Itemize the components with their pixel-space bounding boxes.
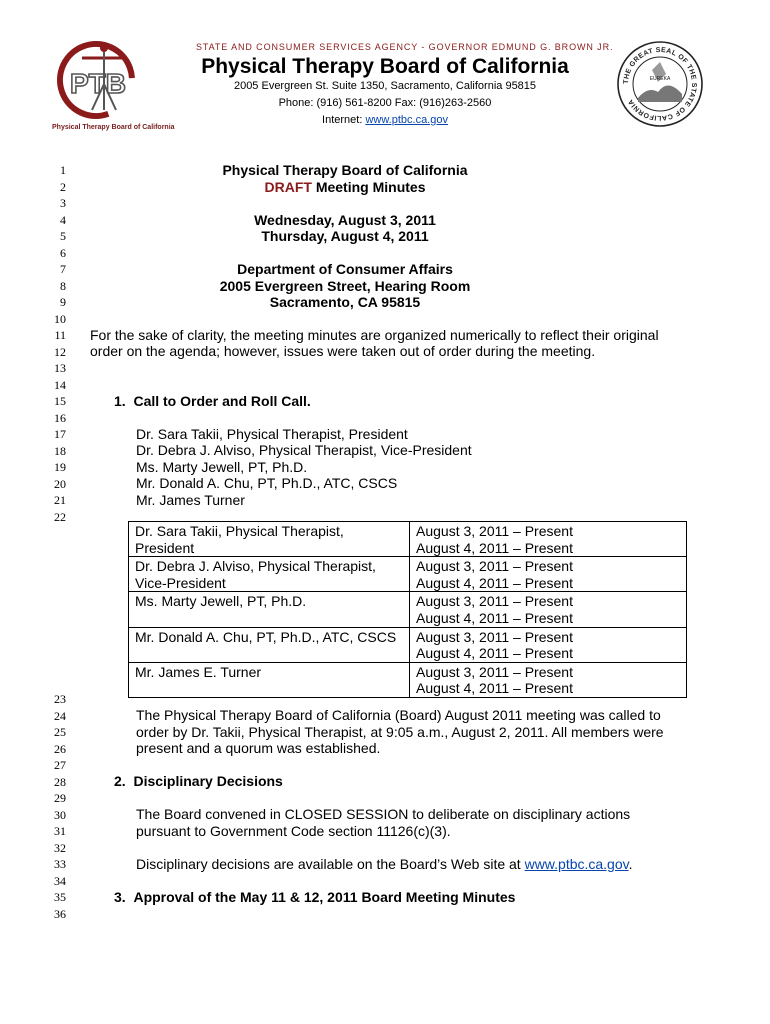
attendance-day: August 3, 2011 – Present (416, 663, 573, 680)
line-number: 34 (54, 873, 66, 888)
attendance-day: August 4, 2011 – Present (416, 609, 573, 626)
section-1-para-line: present and a quorum was established. (136, 740, 381, 756)
line-number: 26 (54, 741, 66, 756)
seal-motto: EUREKA (649, 76, 671, 82)
location-line-1: Department of Consumer Affairs (237, 261, 453, 277)
table-row (129, 592, 687, 627)
logo-letters: PTB (70, 68, 126, 99)
web-suffix: . (628, 855, 633, 872)
member-name-cell (129, 557, 410, 592)
line-number: 25 (54, 725, 66, 739)
member-list-item: Dr. Sara Takii, Physical Therapist, President (136, 425, 408, 442)
attendance-cell (410, 627, 687, 662)
line-number: 30 (54, 807, 66, 822)
member-name: Dr. Sara Takii, Physical Therapist, (135, 523, 344, 539)
internet-label: Internet: (322, 114, 366, 126)
doc-title: Physical Therapy Board of California (222, 162, 468, 178)
web-prefix: Disciplinary decisions are available on the Board’s Web site at (136, 855, 525, 872)
board-name: Physical Therapy Board of California (201, 55, 569, 78)
attendance-day: August 3, 2011 – Present (416, 593, 573, 610)
line-number: 35 (54, 890, 66, 904)
doc-subtitle (120, 179, 570, 195)
line-number: 1 (60, 163, 66, 177)
member-list-item: Mr. Donald A. Chu, PT, Ph.D., ATC, CSCS (136, 475, 398, 491)
draft-label: DRAFT (264, 178, 312, 195)
line-number: 7 (60, 262, 66, 276)
agency-line: STATE AND CONSUMER SERVICES AGENCY - GOVERNOR EDMUND G. BROWN JR. (196, 42, 614, 52)
attendance-day: August 3, 2011 – Present (416, 558, 573, 575)
line-number: 23 (54, 692, 66, 706)
section-2-heading: 2. Disciplinary Decisions (114, 773, 283, 789)
attendance-table (128, 521, 687, 698)
location-line-3: Sacramento, CA 95815 (269, 294, 421, 310)
line-number: 14 (54, 377, 66, 392)
attendance-day: August 4, 2011 – Present (416, 680, 573, 697)
line-number: 31 (54, 824, 66, 838)
member-list-item: Mr. James Turner (136, 491, 245, 508)
attendance-cell (410, 522, 687, 557)
meeting-date-1: Wednesday, August 3, 2011 (254, 211, 436, 228)
attendance-cell (410, 662, 687, 697)
location-line-2: 2005 Evergreen Street, Hearing Room (219, 277, 471, 294)
section-2-para-line: pursuant to Government Code section 11126(c)(3). (136, 822, 451, 839)
attendance-day: August 3, 2011 – Present (416, 628, 573, 645)
section-1-para-line: order by Dr. Takii, Physical Therapist, at 9:05 a.m., August 2, 2011. All members were (136, 723, 664, 740)
section-1-para-line: The Physical Therapy Board of California (Board) August 2011 meeting was called to (136, 707, 661, 723)
line-number: 24 (54, 708, 66, 723)
line-number: 4 (60, 212, 66, 227)
line-number: 28 (54, 774, 66, 789)
line-number: 3 (60, 196, 66, 210)
member-name-cell (129, 522, 410, 557)
member-name-cell (129, 627, 410, 662)
website-link[interactable]: www.ptbc.ca.gov (365, 114, 448, 126)
member-list-item: Ms. Marty Jewell, PT, Ph.D. (136, 458, 308, 475)
member-name-cell (129, 662, 410, 697)
line-number: 9 (60, 295, 66, 309)
member-name: Ms. Marty Jewell, PT, Ph.D. (135, 593, 307, 610)
section-3-heading: 3. Approval of the May 11 & 12, 2011 Board Meeting Minutes (114, 888, 516, 905)
doc-subtitle-rest: Meeting Minutes (311, 178, 426, 195)
line-number: 20 (54, 476, 66, 491)
california-seal (614, 40, 706, 133)
attendance-cell (410, 592, 687, 627)
line-number: 36 (54, 906, 66, 921)
table-row (129, 557, 687, 592)
attendance-day: August 4, 2011 – Present (416, 574, 573, 591)
member-name-cell (129, 592, 410, 627)
line-number: 2 (60, 179, 66, 194)
line-number: 29 (54, 791, 66, 805)
attendance-day: August 3, 2011 – Present (416, 523, 573, 539)
line-number: 15 (54, 394, 66, 408)
intro-line-1: For the sake of clarity, the meeting minutes are organized numerically to reflect their original (90, 326, 659, 343)
line-number: 6 (60, 245, 66, 260)
section-1-heading: 1. Call to Order and Roll Call. (114, 392, 311, 409)
member-name: Mr. Donald A. Chu, PT, Ph.D., ATC, CSCS (135, 628, 397, 645)
line-number: 11 (54, 328, 66, 342)
intro-line-2: order on the agenda; however, issues were taken out of order during the meeting. (90, 343, 596, 359)
attendance-cell (410, 557, 687, 592)
logo-caption: Physical Therapy Board of California (52, 124, 175, 131)
line-number: 12 (54, 344, 66, 359)
board-address: 2005 Evergreen St. Suite 1350, Sacramento, California 95815 (233, 80, 537, 92)
line-number: 27 (54, 758, 66, 772)
member-title: Vice-President (135, 574, 226, 591)
member-list-item: Dr. Debra J. Alviso, Physical Therapist, Vice-President (136, 442, 472, 458)
section-2-web-line (136, 856, 632, 872)
section-2-para-line: The Board convened in CLOSED SESSION to deliberate on disciplinary actions (136, 806, 631, 822)
table-row (129, 522, 687, 557)
line-number: 5 (60, 229, 66, 243)
line-number: 21 (54, 493, 66, 507)
member-name: Mr. James E. Turner (135, 663, 262, 680)
board-phone: Phone: (916) 561-8200 Fax: (916)263-2560 (278, 97, 492, 109)
meeting-date-2: Thursday, August 4, 2011 (261, 228, 429, 244)
seal-text: THE GREAT SEAL OF THE STATE OF CALIFORNIA (622, 46, 698, 122)
line-number: 33 (54, 857, 66, 871)
svg-text:THE GREAT SEAL OF THE STATE OF (623, 47, 697, 121)
line-number: 16 (54, 410, 66, 425)
member-name: Dr. Debra J. Alviso, Physical Therapist, (135, 558, 376, 575)
attendance-day: August 4, 2011 – Present (416, 645, 573, 662)
table-row (129, 627, 687, 662)
line-number: 8 (60, 278, 66, 293)
line-number: 32 (54, 840, 66, 855)
line-number: 17 (54, 427, 66, 441)
table-row (129, 662, 687, 697)
line-number: 13 (54, 361, 66, 375)
member-title: President (135, 539, 195, 556)
line-number: 19 (54, 460, 66, 474)
website-link[interactable]: www.ptbc.ca.gov (524, 855, 629, 872)
attendance-day: August 4, 2011 – Present (416, 539, 573, 556)
line-number: 10 (54, 311, 66, 326)
line-number: 22 (54, 509, 66, 524)
line-number: 18 (54, 443, 66, 458)
